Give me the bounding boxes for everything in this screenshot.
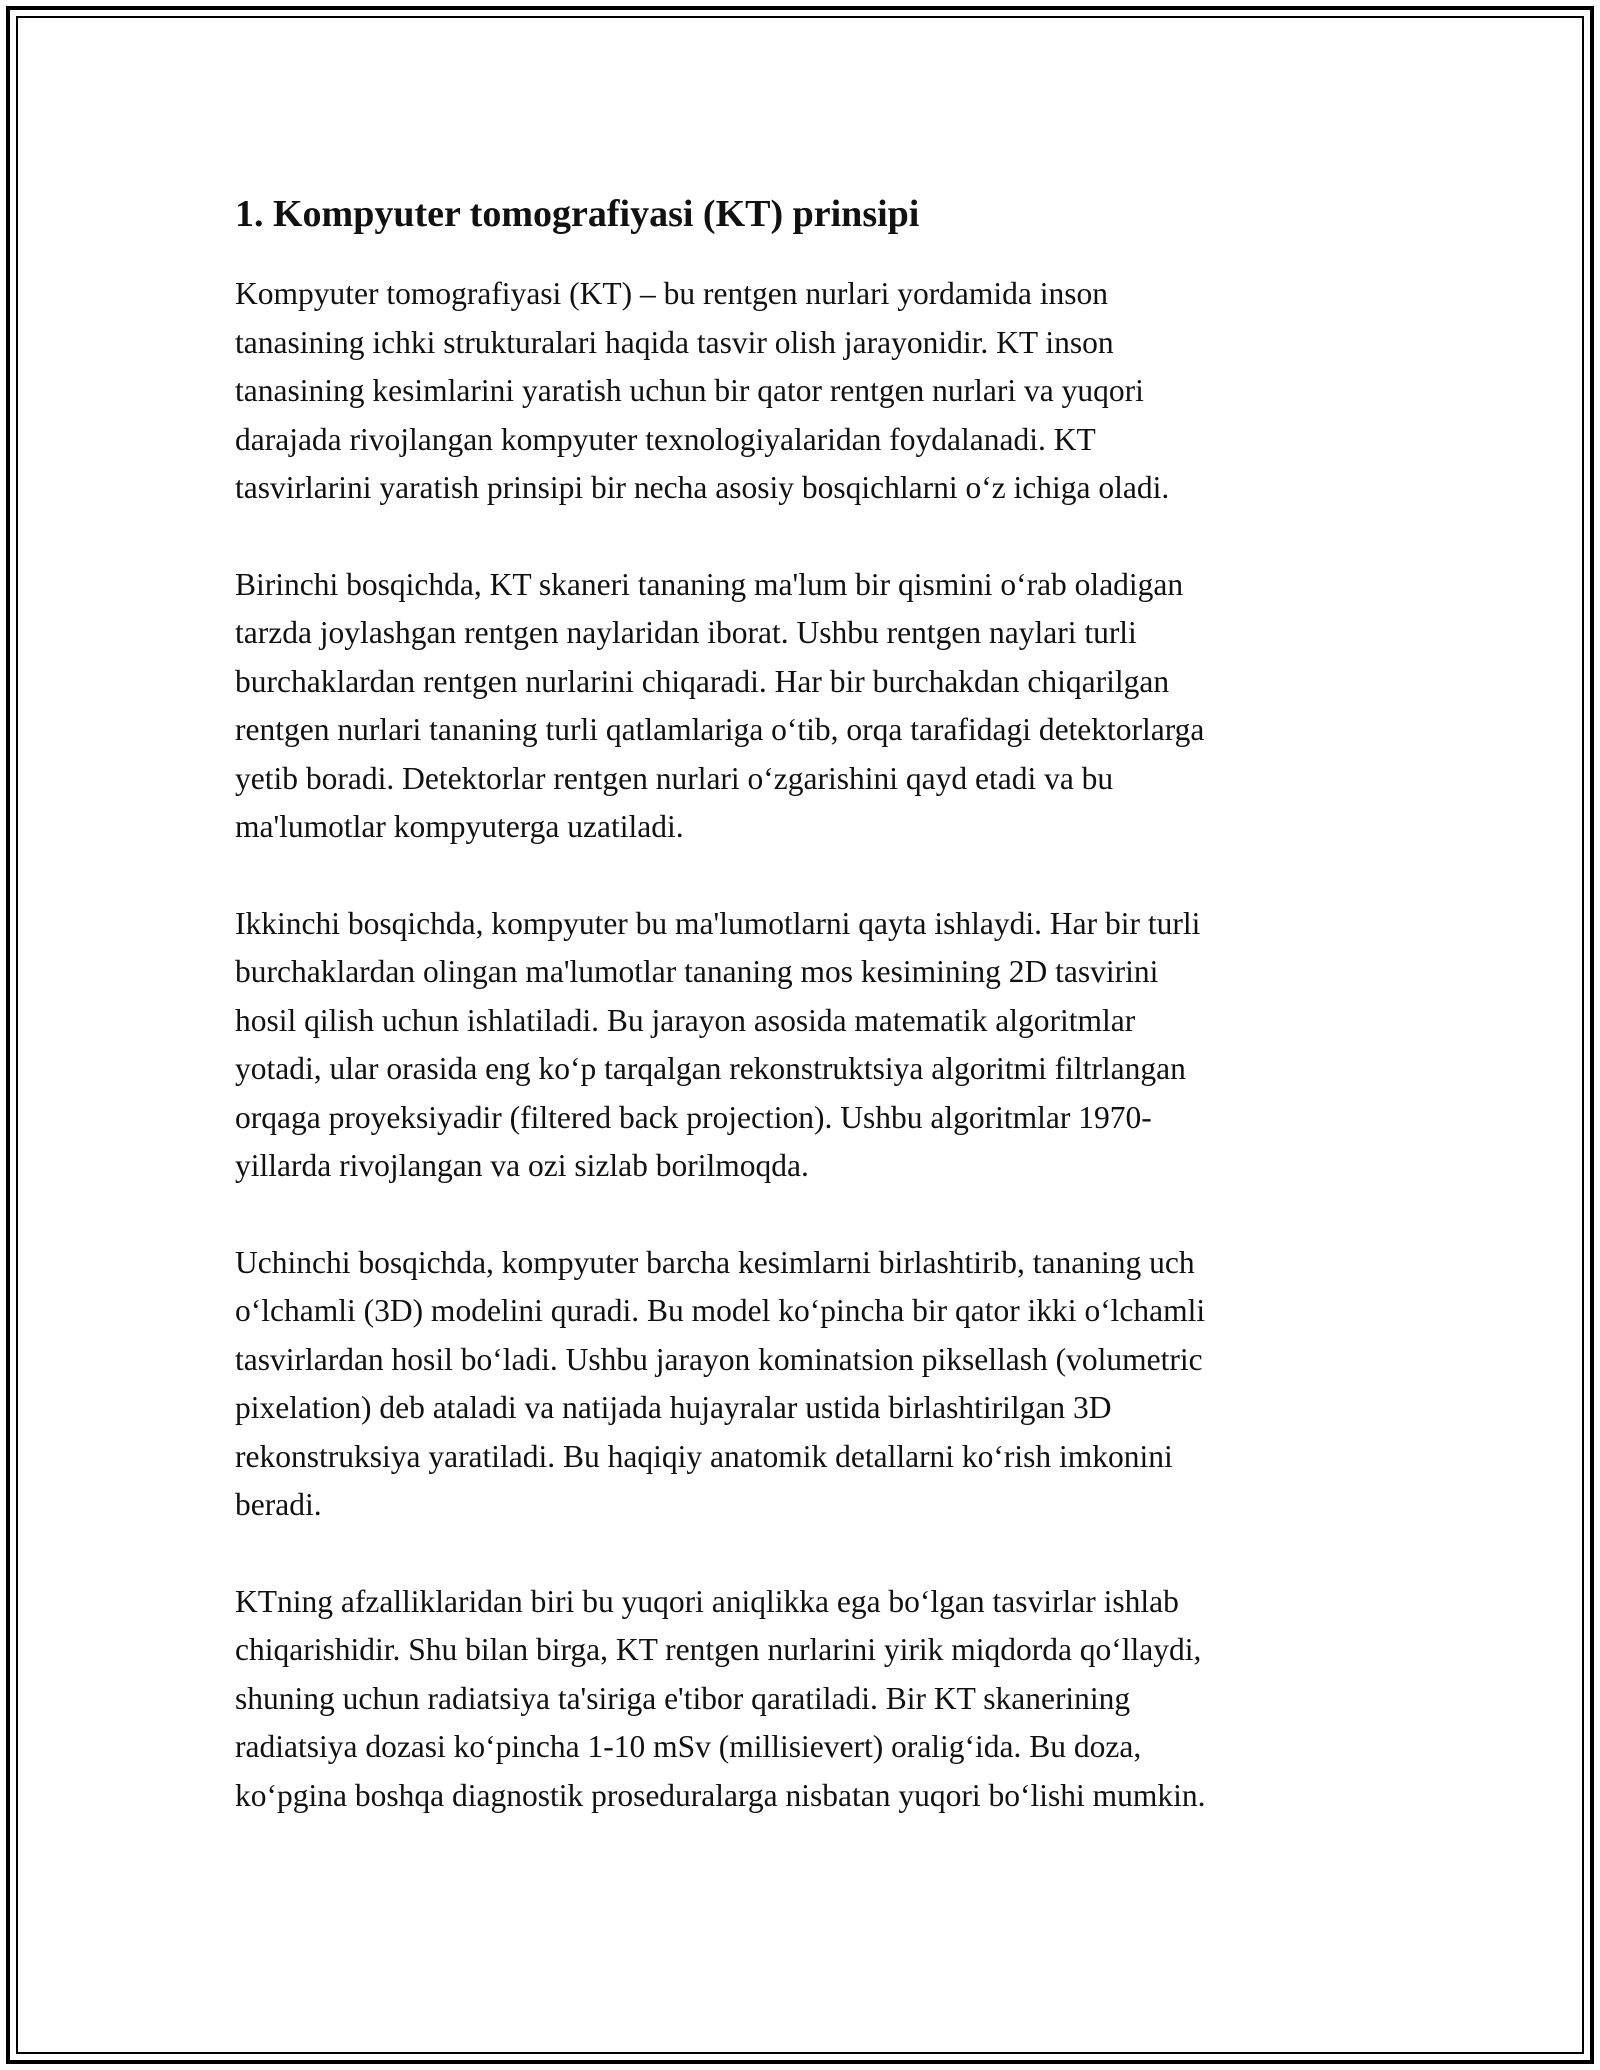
paragraph-advantages: KTning afzalliklaridan biri bu yuqori aniqlikka ega boʻlgan tasvirlar ishlab chiqarishidir. Shu bilan birga, KT rentgen nurlarini yirik miqdorda qoʻllaydi, shuning uchun radiatsiya ta'siriga e'tibor qaratiladi. Bir KT skanerining radiatsiya dozasi koʻpincha 1-10 mSv (millisievert) oraligʻida. Bu doza, koʻpgina boshqa diagnostik proseduralarga nisbatan yuqori boʻlishi mumkin.: [235, 1583, 1206, 1813]
paragraph-step-three: Uchinchi bosqichda, kompyuter barcha kesimlarni birlashtirib, tananing uch oʻlchamli (3D) modelini quradi. Bu model koʻpincha bir qator ikki oʻlchamli tasvirlardan hosil boʻladi. Ushbu jarayon kominatsion piksellash (volumetric pixelation) deb ataladi va natijada hujayralar ustida birlashtirilgan 3D rekonstruksiya yaratiladi. Bu haqiqiy anatomik detallarni koʻrish imkonini beradi.: [235, 1244, 1206, 1522]
paragraph-step-two: Ikkinchi bosqichda, kompyuter bu ma'lumotlarni qayta ishlaydi. Har bir turli burchaklardan olingan ma'lumotlar tananing mos kesimining 2D tasvirini hosil qilish uchun ishlatiladi. Bu jarayon asosida matematik algoritmlar yotadi, ular orasida eng koʻp tarqalgan rekonstruktsiya algoritmi filtrlangan orqaga proyeksiyadir (filtered back projection). Ushbu algoritmlar 1970- yillarda rivojlangan va ozi sizlab borilmoqda.: [235, 905, 1201, 1183]
paragraph-step-one: Birinchi bosqichda, KT skaneri tananing ma'lum bir qismini oʻrab oladigan tarzda joylashgan rentgen naylaridan iborat. Ushbu rentgen naylari turli burchaklardan rentgen nurlarini chiqaradi. Har bir burchakdan chiqarilgan rentgen nurlari tananing turli qatlamlariga oʻtib, orqa tarafidagi detektorlarga yetib boradi. Detektorlar rentgen nurlari oʻzgarishini qayd etadi va bu ma'lumotlar kompyuterga uzatiladi.: [235, 566, 1205, 844]
paragraph-intro: Kompyuter tomografiyasi (KT) – bu rentgen nurlari yordamida inson tanasining ichki strukturalari haqida tasvir olish jarayonidir. KT inson tanasining kesimlarini yaratish uchun bir qator rentgen nurlari va yuqori darajada rivojlangan kompyuter texnologiyalaridan foydalanadi. KT tasvirlarini yaratish prinsipi bir necha asosiy bosqichlarni oʻz ichiga oladi.: [235, 276, 1170, 505]
document-body: [235, 188, 1375, 1820]
document-title: 1. Kompyuter tomografiyasi (KT) prinsipi: [235, 193, 920, 235]
